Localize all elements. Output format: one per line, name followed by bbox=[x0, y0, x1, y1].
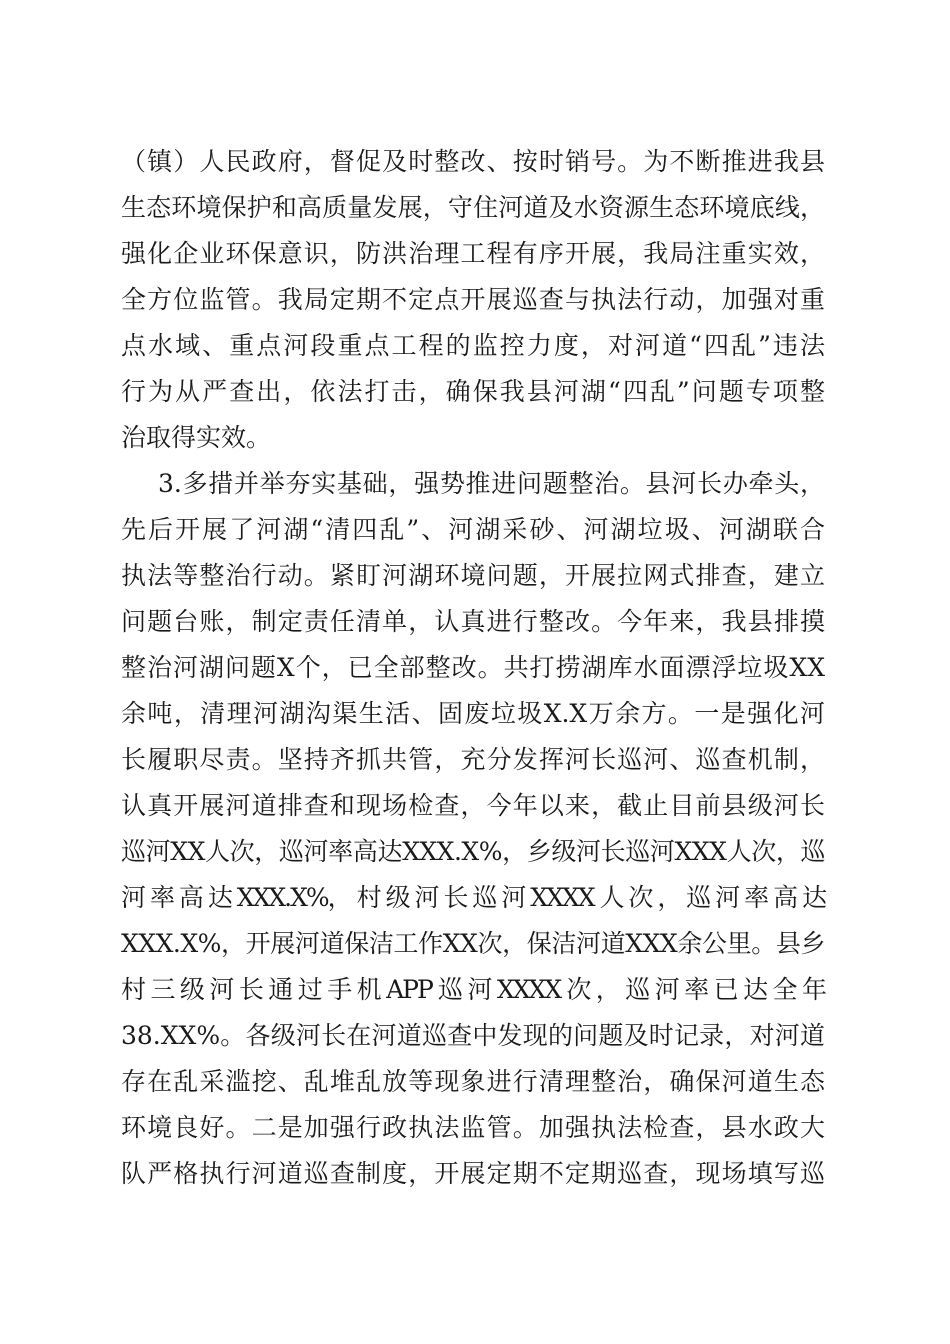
text-line: 治取得实效。 bbox=[121, 423, 272, 452]
text-line: 执法等整治行动。紧盯河湖环境问题，开展拉网式排查，建立 bbox=[121, 561, 825, 590]
text-line: 行为从严查出，依法打击，确保我县河湖“四乱”问题专项整 bbox=[121, 377, 825, 406]
text-line: 全方位监管。我局定期不定点开展巡查与执法行动，加强对重 bbox=[121, 285, 825, 314]
text-line: 强化企业环保意识，防洪治理工程有序开展，我局注重实效， bbox=[121, 239, 825, 268]
text-line: 生态环境保护和高质量发展，守住河道及水资源生态环境底线， bbox=[121, 193, 825, 222]
text-line: 点水域、重点河段重点工程的监控力度，对河道“四乱”违法 bbox=[121, 331, 825, 360]
text-line: 38.XX%。各级河长在河道巡查中发现的问题及时记录，对河道 bbox=[121, 1021, 825, 1050]
text-line: 存在乱采滥挖、乱堆乱放等现象进行清理整治，确保河道生态 bbox=[121, 1067, 825, 1096]
text-line: 长履职尽责。坚持齐抓共管，充分发挥河长巡河、巡查机制， bbox=[121, 745, 825, 774]
text-line: 整治河湖问题X个，已全部整改。共打捞湖库水面漂浮垃圾XX bbox=[121, 653, 825, 682]
text-line: 先后开展了河湖“清四乱”、河湖采砂、河湖垃圾、河湖联合 bbox=[121, 515, 825, 544]
text-line: 认真开展河道排查和现场检查，今年以来，截止目前县级河长 bbox=[121, 791, 825, 820]
text-line: 问题台账，制定责任清单，认真进行整改。今年来，我县排摸 bbox=[121, 607, 825, 636]
text-line: 队严格执行河道巡查制度，开展定期不定期巡查，现场填写巡 bbox=[121, 1159, 825, 1188]
text-line: 环境良好。二是加强行政执法监管。加强执法检查，县水政大 bbox=[121, 1113, 825, 1142]
text-line: 余吨，清理河湖沟渠生活、固废垃圾X.X万余方。一是强化河 bbox=[121, 699, 825, 728]
text-line: 巡河XX人次，巡河率高达XXX.X%，乡级河长巡河XXX人次，巡 bbox=[121, 837, 825, 866]
text-line: 河 率 高 达 XXX.X%， 村 级 河 长 巡 河 XXXX 人 次 ， 巡 河 率 高 达 bbox=[121, 883, 826, 912]
text-line: 村 三 级 河 长 通 过 手 机 APP 巡 河 XXXX 次 ， 巡 河 率 已 达 全 年 bbox=[121, 975, 825, 1004]
paragraph-heading-line: 3.多措并举夯实基础，强势推进问题整治。县河长办牵头， bbox=[158, 469, 825, 498]
text-line: XXX.X%，开展河道保洁工作XX次，保洁河道XXX余公里。县乡 bbox=[121, 929, 825, 958]
text-line: （镇）人民政府，督促及时整改、按时销号。为不断推进我县 bbox=[121, 147, 825, 176]
